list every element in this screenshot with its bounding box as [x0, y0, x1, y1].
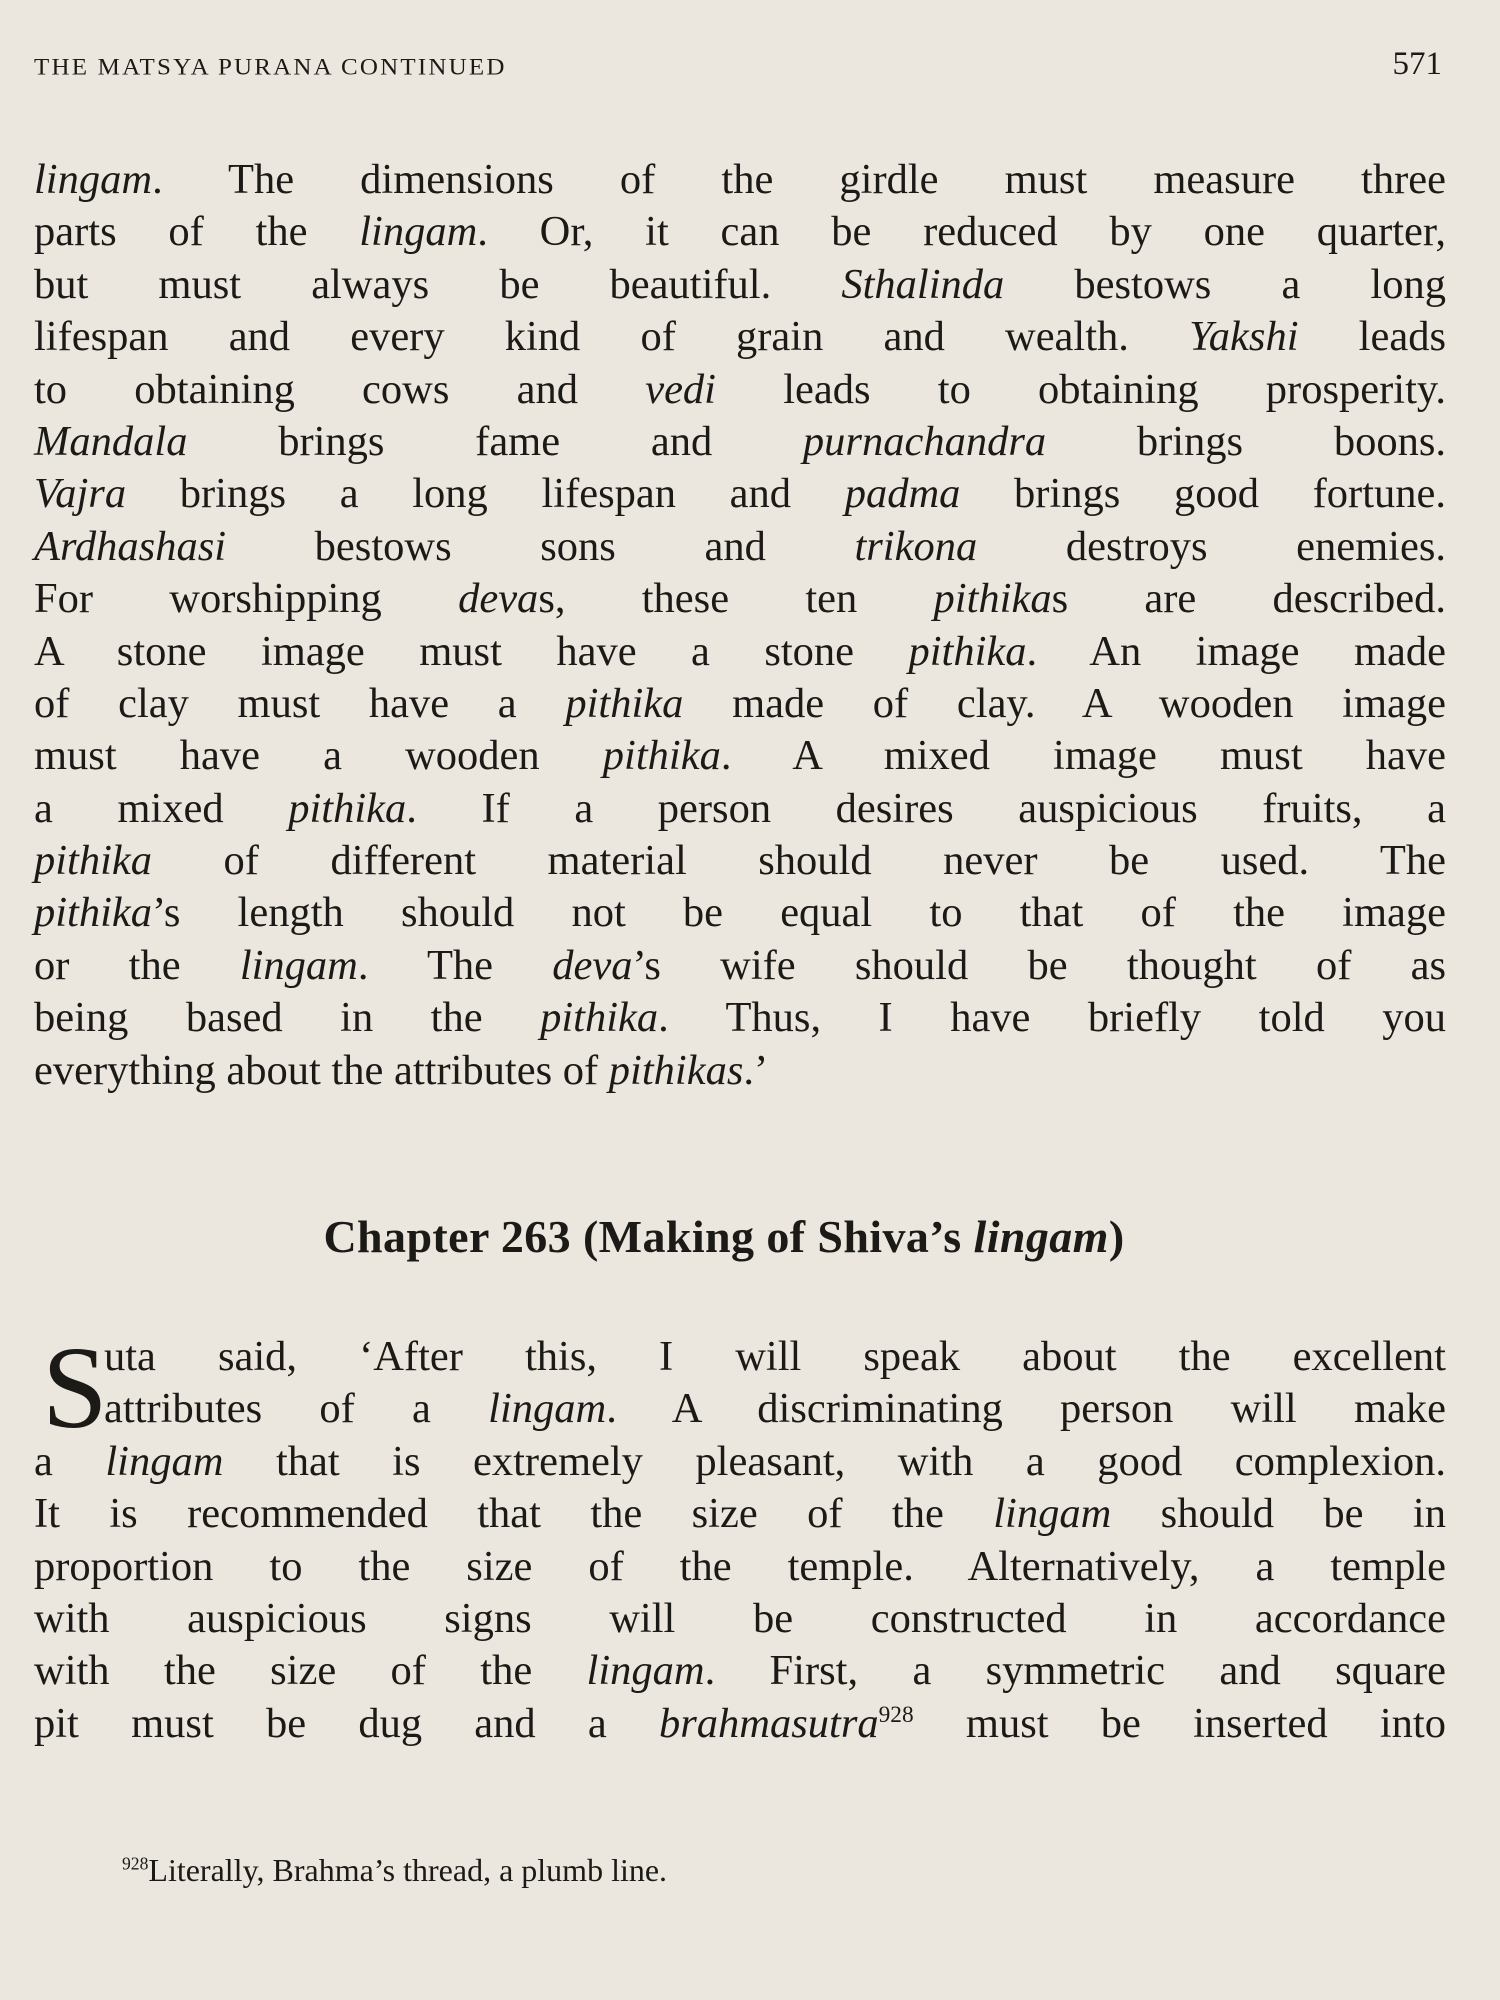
- text-run: .’: [743, 1046, 769, 1094]
- text-line: [34, 416, 1446, 468]
- text-run: ’s length should not be equal to that of the image: [152, 889, 1446, 937]
- text-run: pit must be dug and a: [34, 1699, 659, 1747]
- text-run: A stone image must have a stone: [34, 627, 909, 675]
- text-run: destroys enemies.: [977, 522, 1446, 570]
- text-run: that is extremely pleasant, with a good complexion.: [223, 1437, 1446, 1485]
- italic-term: trikona: [854, 522, 978, 570]
- text-run: . First, a symmetric and square: [704, 1647, 1446, 1695]
- text-line: [34, 521, 1446, 573]
- running-title: THE MATSYA PURANA CONTINUED: [34, 55, 507, 80]
- text-run: . Or, it can be reduced by one quarter,: [477, 208, 1446, 256]
- text-line: [34, 626, 1446, 678]
- text-line: [34, 311, 1446, 363]
- text-run: . An image made: [1026, 627, 1446, 675]
- text-run: made of clay. A wooden image: [683, 679, 1446, 727]
- text-line: [34, 1383, 1446, 1435]
- text-run: . A discriminating person will make: [606, 1385, 1446, 1433]
- chapter-paragraph: [34, 1322, 1446, 1750]
- italic-term: pithika: [540, 994, 659, 1042]
- text-line: [34, 783, 1446, 835]
- italic-term: lingam: [359, 208, 478, 256]
- drop-cap: S: [42, 1322, 108, 1453]
- text-line: [34, 259, 1446, 311]
- text-run: must have a wooden: [34, 732, 603, 780]
- text-line: [34, 1593, 1446, 1645]
- italic-term: Mandala: [34, 417, 188, 465]
- footnote: [122, 1852, 667, 1889]
- text-run: . If a person desires auspicious fruits, a: [406, 784, 1446, 832]
- text-run: of clay must have a: [34, 679, 566, 727]
- text-run: should be in: [1111, 1490, 1446, 1538]
- italic-term: Vajra: [34, 470, 127, 518]
- italic-term: purnachandra: [802, 417, 1047, 465]
- text-line: [34, 154, 1446, 206]
- italic-term: lingam: [488, 1385, 607, 1433]
- text-line: [34, 992, 1446, 1044]
- footnote-marker: 928: [122, 1853, 149, 1874]
- italic-term: padma: [844, 470, 961, 518]
- text-line: [34, 364, 1446, 416]
- text-run: everything about the attributes of: [34, 1046, 609, 1094]
- text-run: . The dimensions of the girdle must measure three: [152, 156, 1446, 203]
- text-run: leads: [1298, 313, 1446, 361]
- italic-term: lingam: [105, 1437, 224, 1485]
- italic-term: Ardhashasi: [34, 522, 227, 570]
- italic-term: pithika: [34, 837, 153, 885]
- text-line: [34, 1645, 1446, 1697]
- text-line: [34, 1045, 1446, 1097]
- italic-term: lingam: [239, 941, 358, 989]
- text-run: s are described.: [1051, 575, 1446, 623]
- text-line: [34, 730, 1446, 782]
- text-run: with auspicious signs will be constructed in accordance: [34, 1594, 1446, 1642]
- text-line: [34, 1331, 1446, 1383]
- chapter-title: [34, 1210, 1414, 1263]
- italic-term: Yakshi: [1189, 313, 1299, 361]
- text-run: a: [34, 1437, 106, 1485]
- italic-term: vedi: [645, 365, 716, 413]
- running-head: [34, 46, 1442, 86]
- text-line: [34, 940, 1446, 992]
- italic-term: lingam: [586, 1647, 705, 1695]
- italic-term: pithika: [908, 627, 1027, 675]
- italic-term: lingam: [34, 156, 153, 203]
- chapter-title-prefix: Chapter 263 (Making of Shiva’s: [323, 1211, 974, 1262]
- text-run: . Thus, I have briefly told you: [658, 994, 1446, 1042]
- text-run: ’s wife should be thought of as: [632, 941, 1446, 989]
- footnote-text: Literally, Brahma’s thread, a plumb line.: [148, 1852, 668, 1888]
- text-run: or the: [34, 941, 240, 989]
- italic-term: deva: [458, 575, 539, 623]
- text-run: brings fame and: [187, 417, 803, 465]
- text-run: bestows sons and: [226, 522, 855, 570]
- body-paragraph: [34, 154, 1446, 1097]
- text-run: leads to obtaining prosperity.: [716, 365, 1446, 413]
- text-run: brings good fortune.: [960, 470, 1446, 518]
- text-run: For worshipping: [34, 575, 459, 623]
- italic-term: pithikas: [608, 1046, 744, 1094]
- text-run: lifespan and every kind of grain and wealth.: [34, 313, 1190, 361]
- text-run: must be inserted into: [913, 1699, 1446, 1747]
- text-run: attributes of a: [104, 1385, 489, 1433]
- text-line: [34, 206, 1446, 258]
- italic-term: pithika: [565, 679, 684, 727]
- text-run: bestows a long: [1004, 260, 1446, 308]
- text-run: brings boons.: [1046, 417, 1446, 465]
- italic-term: deva: [552, 941, 633, 989]
- italic-term: pithika: [933, 575, 1052, 623]
- text-line: [34, 887, 1446, 939]
- text-run: but must always be beautiful.: [34, 260, 842, 308]
- italic-term: pithika: [602, 732, 721, 780]
- footnote-ref: 928: [878, 1701, 914, 1728]
- chapter-title-suffix: ): [1108, 1211, 1125, 1262]
- italic-term: lingam: [993, 1490, 1112, 1538]
- text-line: [34, 1698, 1446, 1750]
- text-run: proportion to the size of the temple. Alternatively, a temple: [34, 1542, 1446, 1590]
- italic-term: brahmasutra: [658, 1699, 879, 1747]
- text-run: a mixed: [34, 784, 289, 832]
- text-line: [34, 1488, 1446, 1540]
- italic-term: pithika: [34, 889, 153, 937]
- text-run: being based in the: [34, 994, 541, 1042]
- page-number: 571: [1392, 46, 1442, 82]
- text-line: [34, 1436, 1446, 1488]
- italic-term: Sthalinda: [841, 260, 1005, 308]
- text-line: [34, 468, 1446, 520]
- text-line: [34, 1541, 1446, 1593]
- text-run: brings a long lifespan and: [126, 470, 845, 518]
- text-line: [34, 573, 1446, 625]
- text-run: parts of the: [34, 208, 360, 256]
- text-run: . A mixed image must have: [720, 732, 1446, 780]
- text-run: . The: [357, 941, 553, 989]
- chapter-title-italic: lingam: [973, 1211, 1109, 1262]
- text-run: uta said, ‘After this, I will speak about the excellent: [104, 1333, 1446, 1380]
- text-line: [34, 678, 1446, 730]
- text-run: to obtaining cows and: [34, 365, 646, 413]
- text-line: [34, 835, 1446, 887]
- text-run: s, these ten: [538, 575, 934, 623]
- italic-term: pithika: [288, 784, 407, 832]
- text-run: It is recommended that the size of the: [34, 1490, 994, 1538]
- text-run: of different material should never be used. The: [152, 837, 1446, 885]
- text-run: with the size of the: [34, 1647, 587, 1695]
